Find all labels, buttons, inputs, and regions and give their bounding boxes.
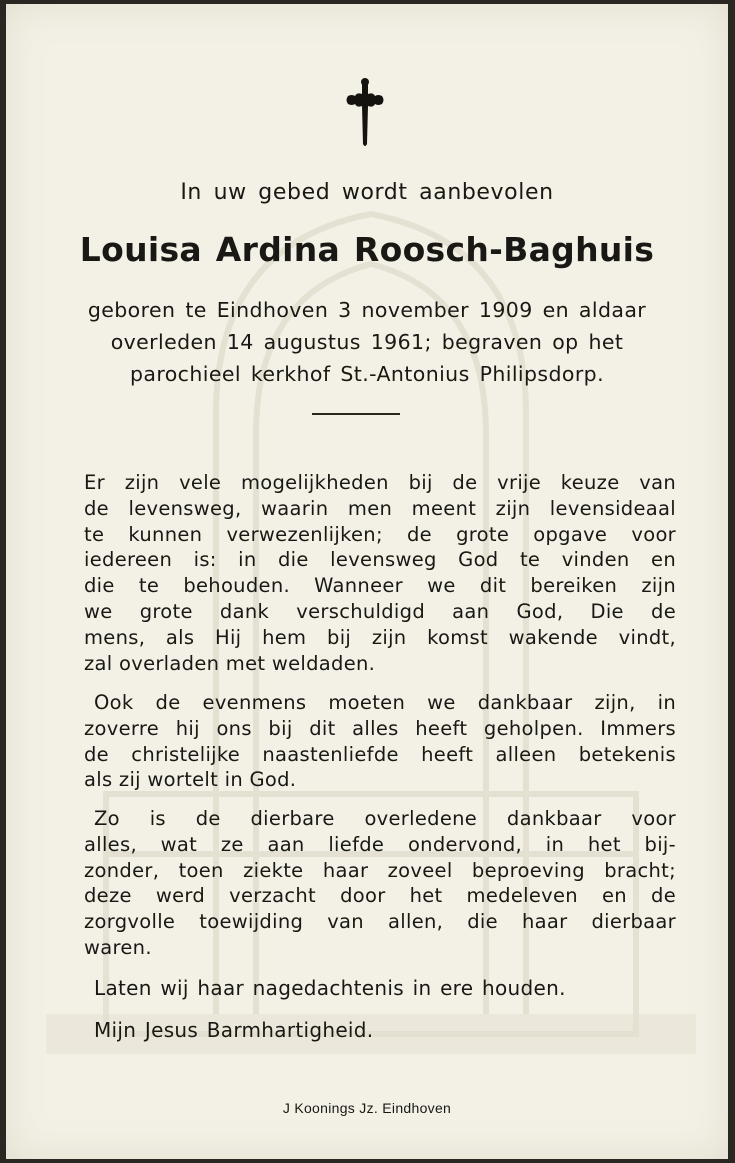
paragraph-faith [84,470,676,676]
paragraph-gratitude [84,806,676,961]
divider-rule [312,413,400,415]
recommendation-line: In uw gebed wordt aanbevolen [180,180,554,205]
text-line: waren. [84,935,152,959]
text-line: Ook de evenmens moeten we dankbaar zijn, in [94,691,676,714]
printer-credit: J Koonings Jz. Eindhoven [282,1100,452,1116]
text-line: zoverre hij ons bij dit alles heeft geholpen. Immers [84,716,676,740]
text-line: de christelijke naastenliefde heeft alleen betekenis [84,742,676,766]
text-line: als zij wortelt in God. [84,768,297,792]
closing-prayer: Laten wij haar nagedachtenis in ere houden. [94,976,566,1000]
text-line: we grote dank verschuldigd aan God, Die de [84,599,676,623]
deceased-name: Louisa Ardina Roosch-Baghuis [79,230,655,269]
memorial-card [6,4,728,1159]
text-line: zorgvolle toewijding van allen, die haar dierbaar [84,910,676,934]
biographical-details [6,294,728,390]
cross-icon [345,78,385,148]
bio-line: geboren te Eindhoven 3 november 1909 en aldaar [87,298,647,322]
text-line: Er zijn vele mogelijkheden bij de vrije keuze van [84,471,676,494]
text-line: iedereen is: in die levensweg God te vinden en [84,548,676,572]
text-line: alles, wat ze aan liefde ondervond, in het bij- [84,832,676,856]
bio-line: parochieel kerkhof St.-Antonius Philipsdorp. [129,362,605,386]
closing-invocation: Mijn Jesus Barmhartigheid. [94,1018,374,1042]
paragraph-neighbour [84,690,676,793]
text-line: die te behouden. Wanneer we dit bereiken zijn [84,574,676,598]
text-line: mens, als Hij hem bij zijn komst wakende vindt, [84,625,676,649]
text-line: te kunnen verwezenlijken; de grote opgave voor [84,522,676,546]
text-line: deze werd verzacht door het medeleven en de [84,884,676,908]
bio-line: overleden 14 augustus 1961; begraven op het [110,330,624,354]
text-line: zonder, toen ziekte haar zoveel beproeving bracht; [84,858,676,882]
text-line: Zo is de dierbare overledene dankbaar voor [94,807,676,830]
text-line: zal overladen met weldaden. [84,651,376,675]
text-line: de levensweg, waarin men meent zijn levensideaal [84,496,676,520]
